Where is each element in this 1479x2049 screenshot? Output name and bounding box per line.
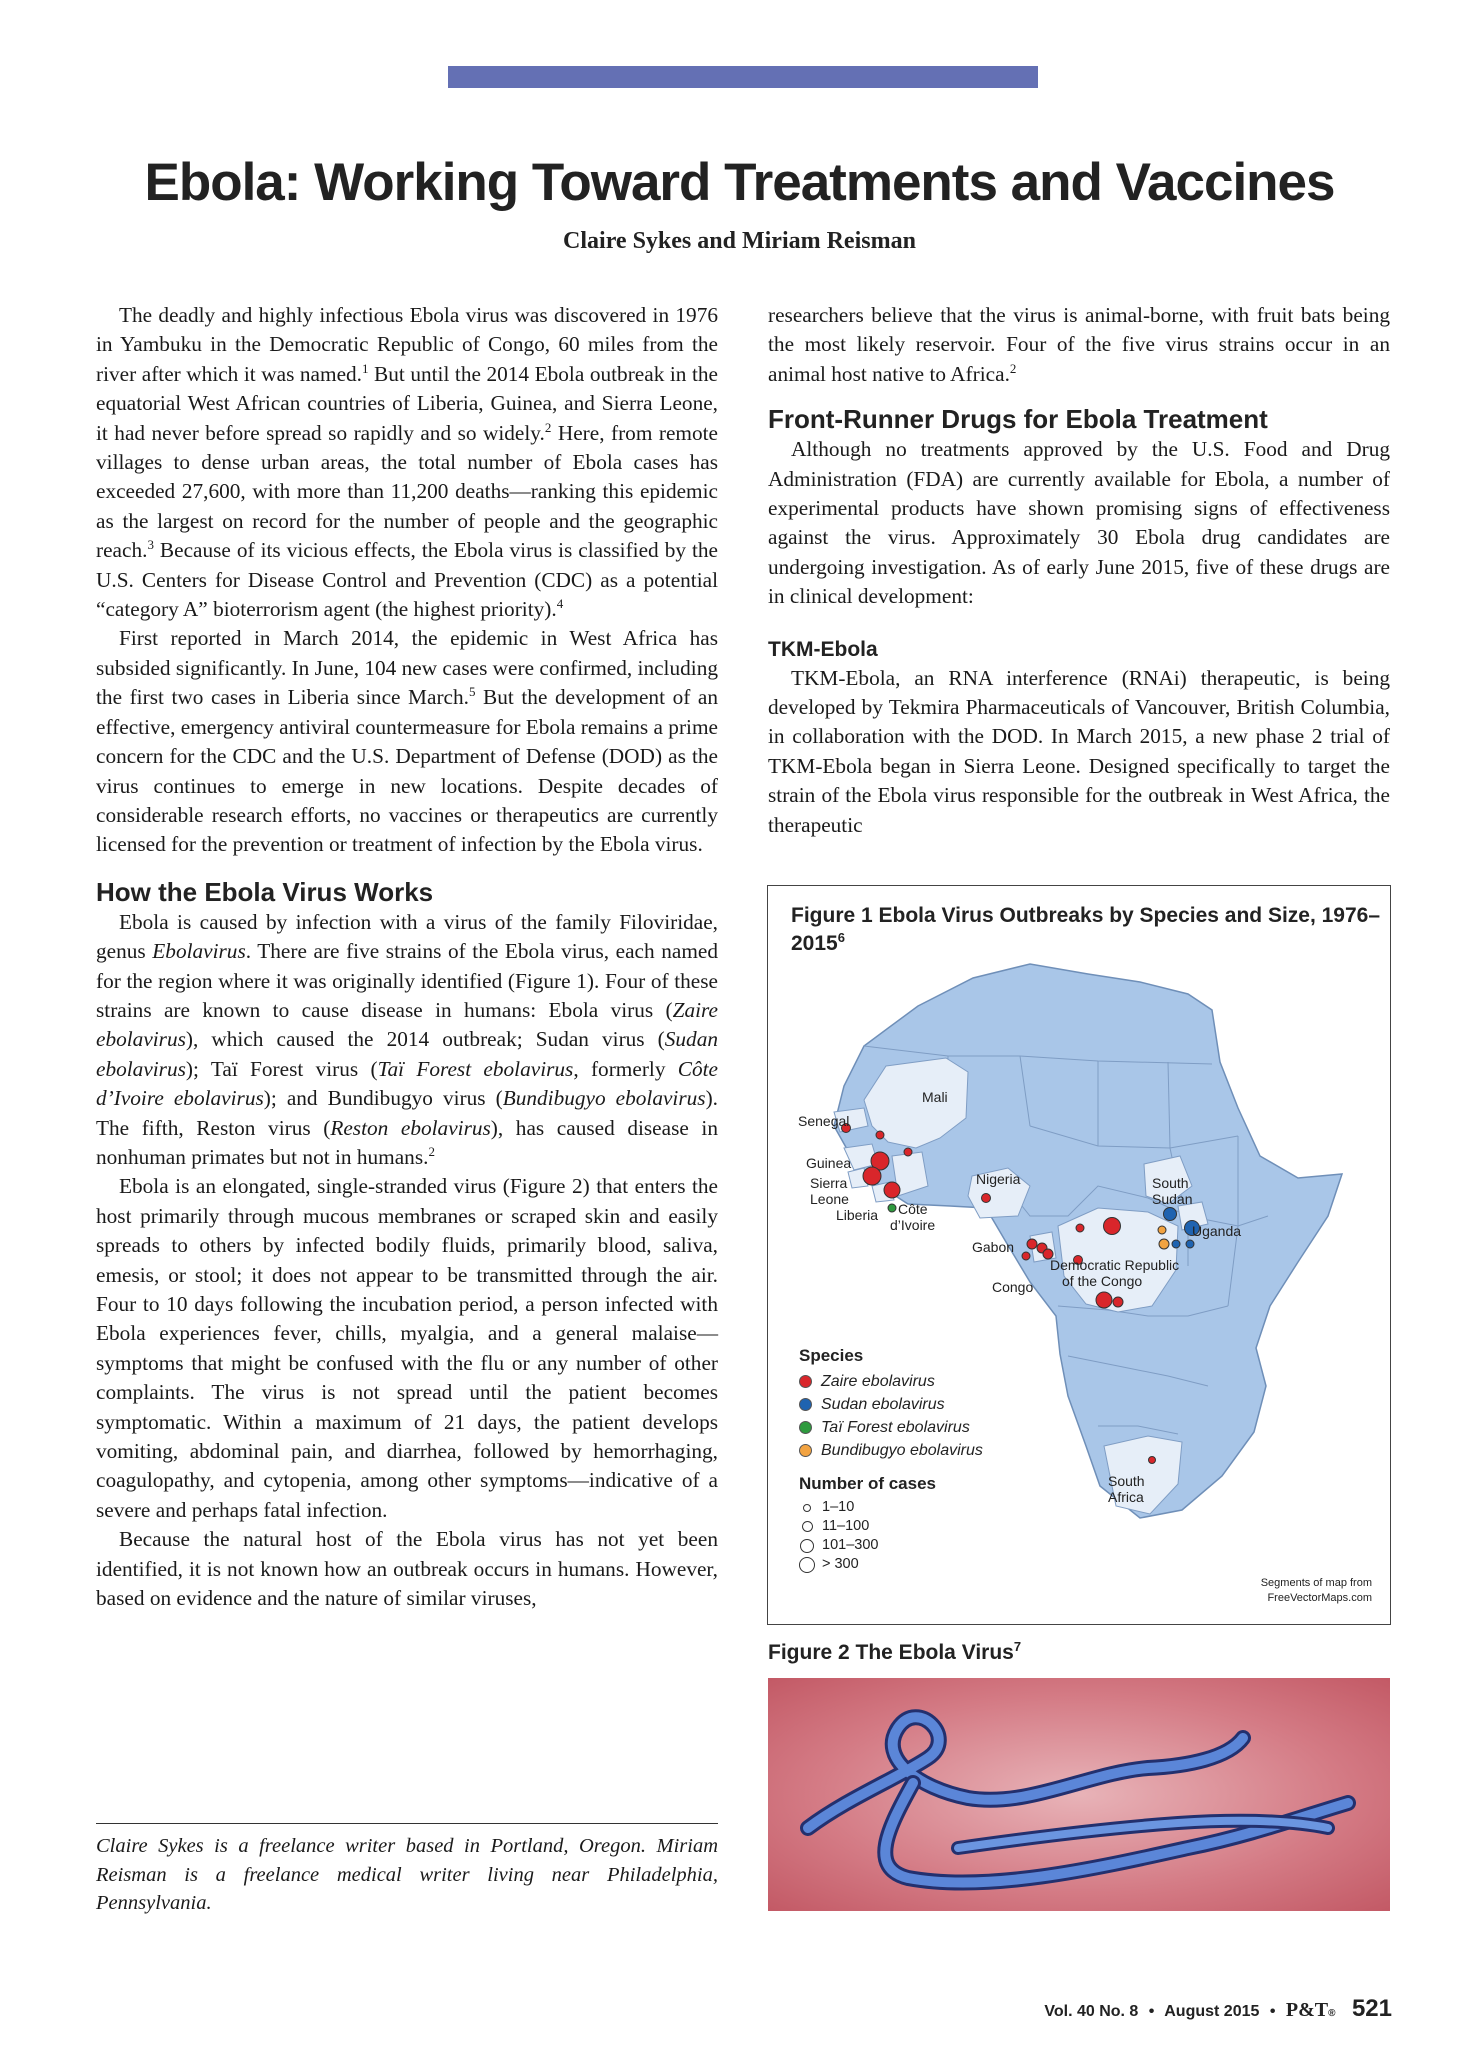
- article-title: Ebola: Working Toward Treatments and Vaccines: [144, 153, 1335, 212]
- label-south-africa-2: Africa: [1108, 1489, 1144, 1505]
- right-column: [768, 301, 1390, 840]
- author-footnote: Claire Sykes is a freelance writer based in Portland, Oregon. Miriam Reisman is a freelance medical writer living near Philadelphia, Pennsylvania.: [96, 1835, 718, 1914]
- legend-species-item: Taï Forest ebolavirus: [799, 1416, 983, 1439]
- how-paragraph-3: Because the natural host of the Ebola virus has not yet been identified, it is not known how an outbreak occurs in humans. However, based on evidence and the nature of similar viruses,: [96, 1527, 718, 1611]
- label-senegal: Senegal: [798, 1113, 850, 1129]
- outbreak-marker: [863, 1167, 881, 1185]
- map-legend: [799, 1346, 983, 1574]
- how-paragraph-1: Ebola is caused by infection with a virus of the family Filoviridae, genus Ebolavirus. There are five strains of the Ebola virus, each named for the region where it was originally identified (Figure 1). Four of these strains are known to cause disease in humans: Ebola virus (Zaire ebolavirus), which caused the 2014 outbreak; Sudan virus (Sudan ebolavirus); Taï Forest virus (Taï Forest ebolavirus, formerly Côte d’Ivoire ebolavirus); and Bundibugyo virus (Bundibugyo ebolavirus). The fifth, Reston virus (Reston ebolavirus), has caused disease in nonhuman primates but not in humans.$^2$: [96, 909, 719, 1169]
- outbreak-marker: [1104, 1218, 1121, 1235]
- drugs-paragraph-1: Although no treatments approved by the U.S. Food and Drug Administration (FDA) are currently available for Ebola, a number of experimental products have shown promising signs of effectiveness against the virus. Approximately 30 Ebola drug candidates are undergoing investigation. As of early June 2015, five of these drugs are in clinical development:: [768, 437, 1390, 609]
- legend-cases-title: Number of cases: [799, 1474, 936, 1493]
- page-footer: [1000, 1995, 1392, 2023]
- outbreak-marker: [1159, 1239, 1169, 1249]
- outbreak-marker: [884, 1182, 900, 1198]
- figure-2-title: Figure 2 The Ebola Virus$^7$: [768, 1639, 1022, 1664]
- legend-size-item: 101–300: [799, 1536, 983, 1555]
- bundibugyo-dot-icon: [799, 1444, 812, 1457]
- figure-1-map: [767, 885, 1391, 1625]
- page-number: 521: [1351, 1995, 1392, 2022]
- label-uganda: Uganda: [1192, 1223, 1242, 1239]
- outbreak-marker: [888, 1204, 896, 1212]
- section-heading-drugs: Front-Runner Drugs for Ebola Treatment: [768, 404, 1268, 435]
- outbreak-marker: [1164, 1208, 1177, 1221]
- legend-species-item: Bundibugyo ebolavirus: [799, 1439, 983, 1462]
- separator-dot: •: [1269, 2003, 1276, 2020]
- how-paragraph-2: Ebola is an elongated, single-stranded virus (Figure 2) that enters the host primarily through mucous membranes or scraped skin and easily spreads to others by infected bodily fluids, primarily blood, saliva, emesis, or stool; it does not appear to be transmitted through the air. Four to 10 days following the incubation period, a person infected with Ebola experiences fever, chills, myalgia, and a general malaise—symptoms that might be confused with the flu or any number of other complaints. The virus is not spread until the patient becomes symptomatic. Within a maximum of 21 days, the patient develops vomiting, abdominal pain, and diarrhea, followed by hemorrhaging, coagulopathy, and cytopenia, among other symptoms—indicative of a severe and perhaps fatal infection.: [96, 1174, 718, 1522]
- outbreak-marker: [1022, 1252, 1030, 1260]
- outbreak-marker: [1096, 1292, 1112, 1308]
- registered-mark: ®: [1328, 2008, 1336, 2019]
- label-cote-1: Côte: [898, 1201, 928, 1217]
- zaire-dot-icon: [799, 1375, 812, 1388]
- map-credit: Segments of map from FreeVectorMaps.com: [1260, 1577, 1372, 1604]
- legend-species-item: Sudan ebolavirus: [799, 1393, 983, 1416]
- legend-size-item: 11–100: [799, 1517, 983, 1536]
- figure-1-title: Figure 1 Ebola Virus Outbreaks by Species and Size, 1976–2015$^6$: [791, 904, 1381, 955]
- intro-paragraph-2: First reported in March 2014, the epidemic in West Africa has subsided significantly. In June, 104 new cases were confirmed, including the first two cases in Liberia since March.$^5$ But the development of an effective, emergency antiviral countermeasure for Ebola remains a prime concern for the CDC and the U.S. Department of Defense (DOD) as the virus continues to emerge in new locations. Despite decades of considerable research efforts, no vaccines or therapeutics are currently licensed for the prevention or treatment of infection by the Ebola virus.: [96, 626, 718, 857]
- label-drc-1: Democratic Republic: [1050, 1257, 1180, 1273]
- outbreak-marker: [1149, 1457, 1156, 1464]
- legend-size-item: > 300: [799, 1555, 983, 1574]
- tkm-paragraph-1: TKM-Ebola, an RNA interference (RNAi) therapeutic, is being developed by Tekmira Pharmaceuticals of Vancouver, British Columbia, in collaboration with the DOD. In March 2015, a new phase 2 trial of TKM-Ebola began in Sierra Leone. Designed specifically to target the strain of the Ebola virus responsible for the outbreak in West Africa, the therapeutic: [768, 665, 1390, 837]
- label-south-sudan-2: Sudan: [1152, 1191, 1193, 1207]
- label-cote-2: d’Ivoire: [890, 1217, 936, 1233]
- label-sierra-leone-1: Sierra: [810, 1175, 848, 1191]
- outbreak-marker: [1158, 1226, 1166, 1234]
- outbreak-marker: [1076, 1224, 1084, 1232]
- article-authors: Claire Sykes and Miriam Reisman: [563, 228, 916, 254]
- legend-species-item: Zaire ebolavirus: [799, 1370, 983, 1393]
- sudan-dot-icon: [799, 1398, 812, 1411]
- legend-species-title: Species: [799, 1346, 864, 1365]
- legend-size-item: 1–10: [799, 1498, 983, 1517]
- separator-dot: •: [1148, 2003, 1155, 2020]
- section-heading-how: How the Ebola Virus Works: [96, 876, 434, 907]
- label-south-sudan-1: South: [1152, 1175, 1189, 1191]
- size-ring-icon: [802, 1521, 813, 1532]
- subheading-tkm-ebola: TKM-Ebola: [768, 637, 878, 661]
- label-drc-2: of the Congo: [1062, 1273, 1143, 1289]
- header-color-bar: [448, 66, 1038, 88]
- label-gabon: Gabon: [972, 1239, 1015, 1255]
- left-column: [96, 301, 718, 1613]
- label-guinea: Guinea: [806, 1155, 852, 1171]
- outbreak-marker: [904, 1148, 912, 1156]
- size-ring-icon: [799, 1557, 815, 1573]
- journal-name: P&T: [1285, 1999, 1329, 2021]
- outbreak-marker: [1186, 1240, 1194, 1248]
- tai-forest-dot-icon: [799, 1421, 812, 1434]
- outbreak-marker: [876, 1131, 884, 1139]
- continued-paragraph: researchers believe that the virus is animal-borne, with fruit bats being the most likely reservoir. Four of the five virus strains occur in an animal host native to Africa.$^2$: [768, 303, 1390, 386]
- label-sierra-leone-2: Leone: [810, 1191, 849, 1207]
- outbreak-marker: [1027, 1239, 1037, 1249]
- ebola-virus-micrograph: [768, 1678, 1390, 1911]
- label-nigeria: Nigeria: [976, 1171, 1021, 1187]
- footnote-divider: [96, 1823, 718, 1824]
- size-ring-icon: [800, 1539, 814, 1553]
- outbreak-marker: [1172, 1240, 1180, 1248]
- issue-date: August 2015: [1164, 2003, 1260, 2020]
- label-south-africa-1: South: [1108, 1473, 1145, 1489]
- volume-info: Vol. 40 No. 8: [1044, 2003, 1139, 2020]
- outbreak-marker: [1113, 1297, 1123, 1307]
- size-ring-icon: [803, 1504, 811, 1512]
- label-liberia: Liberia: [836, 1207, 879, 1223]
- outbreak-marker: [982, 1194, 991, 1203]
- label-mali: Mali: [922, 1089, 948, 1105]
- label-congo: Congo: [992, 1279, 1034, 1295]
- intro-paragraph-1: The deadly and highly infectious Ebola virus was discovered in 1976 in Yambuku in the Democratic Republic of Congo, 60 miles from the river after which it was named.$^1$ But until the 2014 Ebola outbreak in the equatorial West African countries of Liberia, Guinea, and Sierra Leone, it had never before spread so rapidly and so widely.$^2$ Here, from remote villages to dense urban areas, the total number of Ebola cases has exceeded 27,600, with more than 11,200 deaths—ranking this epidemic as the largest on record for the number of people and the geographic reach.$^3$ Because of its vicious effects, the Ebola virus is classified by the U.S. Centers for Disease Control and Prevention (CDC) as a potential “category A” bioterrorism agent (the highest priority).$^4$: [96, 303, 719, 622]
